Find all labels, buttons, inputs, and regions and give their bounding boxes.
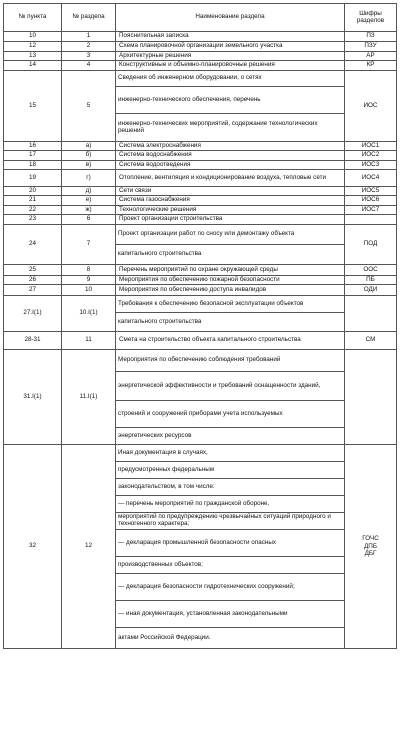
table-row [4, 445, 397, 649]
table-row [4, 285, 397, 296]
table-row [4, 187, 397, 196]
section-number-cell: в) [62, 161, 116, 170]
section-name-cell [116, 285, 345, 296]
point-number-cell: 15 [4, 71, 62, 142]
point-number-cell: 16 [4, 142, 62, 151]
section-name-cell [116, 142, 345, 151]
section-name-cell [116, 350, 345, 445]
section-name-line: Смета на строительство объекта капитального строительства [119, 336, 301, 344]
section-number-cell: 10 [62, 285, 116, 296]
table-row [4, 296, 397, 332]
section-code-cell: ОДИ [345, 285, 397, 296]
section-name-line: — декларация промышленной безопасности опасных [116, 530, 344, 557]
section-code-cell: КР [345, 61, 397, 71]
table-row [4, 225, 397, 265]
table-row [4, 71, 397, 142]
point-number-cell: 22 [4, 206, 62, 215]
section-name-line: инженерно-технических мероприятий, содержание технологических решений [118, 119, 318, 134]
section-name-cell [116, 187, 345, 196]
table-row [4, 52, 397, 61]
section-code-cell: ООС [345, 265, 397, 276]
section-name-cell [116, 52, 345, 61]
section-number-cell: 1 [62, 32, 116, 42]
section-number-cell: 8 [62, 265, 116, 276]
section-code-cell [345, 215, 397, 225]
section-number-cell: б) [62, 151, 116, 161]
table-row [4, 161, 397, 170]
section-name-line: Мероприятия по обеспечению доступа инвалидов [119, 285, 267, 293]
point-number-cell: 19 [4, 170, 62, 187]
section-name-cell [116, 276, 345, 285]
section-name-line: Технологические решения [119, 205, 197, 213]
table-body [4, 32, 397, 649]
section-code-cell: ИОС4 [345, 170, 397, 187]
header-section-codes: Шифры разделов [345, 4, 397, 32]
section-name-line: строений и сооружений приборами учета используемых [116, 401, 344, 428]
section-code-line: ДПБ [364, 542, 377, 550]
section-name-line: производственных объектов; [116, 557, 344, 574]
section-number-cell: 2 [62, 42, 116, 52]
table-row [4, 32, 397, 42]
section-name-line: — иная документация, установленная законодательными [116, 601, 344, 628]
section-number-cell: д) [62, 187, 116, 196]
section-name-line: Мероприятия по обеспечению соблюдения требований [116, 350, 344, 372]
point-number-cell: 31.I(1) [4, 350, 62, 445]
section-name-cell [116, 215, 345, 225]
section-name-cell [116, 71, 345, 142]
section-name-line: Сведения об инженерном оборудовании, о сетях [116, 71, 344, 87]
section-number-cell: а) [62, 142, 116, 151]
section-name-line: мероприятий по предупреждению чрезвычайных ситуаций природного и техногенного характера; [116, 513, 344, 530]
point-number-cell: 17 [4, 151, 62, 161]
section-name-line: энергетической эффективности и требований оснащенности зданий, [116, 372, 344, 401]
section-code-cell [345, 296, 397, 332]
section-name-line: капитального строительства [118, 317, 202, 325]
section-code-cell: СМ [345, 332, 397, 350]
table-row [4, 42, 397, 52]
section-code-cell: ПБ [345, 276, 397, 285]
table-row [4, 170, 397, 187]
section-number-cell: г) [62, 170, 116, 187]
table-row [4, 265, 397, 276]
section-name-line: Пояснительная записка [119, 32, 189, 40]
point-number-cell: 14 [4, 61, 62, 71]
section-number-cell: 4 [62, 61, 116, 71]
point-number-cell: 27 [4, 285, 62, 296]
section-name-line: Архитектурные решения [119, 51, 192, 59]
section-code-cell: ИОС2 [345, 151, 397, 161]
section-name-cell [116, 170, 345, 187]
section-code-cell [345, 350, 397, 445]
section-name-cell [116, 225, 345, 265]
table-row [4, 142, 397, 151]
point-number-cell: 10 [4, 32, 62, 42]
section-code-cell: ИОС6 [345, 196, 397, 206]
section-number-cell: 6 [62, 215, 116, 225]
section-name-line: — перечень мероприятий по гражданской обороне, [116, 496, 344, 513]
header-section-name: Наименование раздела [116, 4, 345, 32]
section-code-cell: ИОС [345, 71, 397, 142]
section-number-cell: е) [62, 196, 116, 206]
point-number-cell: 27.I(1) [4, 296, 62, 332]
section-number-cell: 7 [62, 225, 116, 265]
section-name-cell [116, 42, 345, 52]
table-row [4, 350, 397, 445]
section-name-line: актами Российской Федерации. [118, 633, 211, 641]
section-name-line: — декларация безопасности гидротехнических сооружений; [116, 574, 344, 601]
section-number-cell: 5 [62, 71, 116, 142]
section-number-cell: 11 [62, 332, 116, 350]
section-code-cell [345, 445, 397, 649]
section-code-cell: ИОС7 [345, 206, 397, 215]
section-number-cell: ж) [62, 206, 116, 215]
point-number-cell: 23 [4, 215, 62, 225]
table-row [4, 196, 397, 206]
section-name-line: Схема планировочной организации земельного участка [119, 42, 283, 50]
section-number-cell: 9 [62, 276, 116, 285]
section-name-line: Проект организации работ по сносу или демонтажу объекта [116, 225, 344, 245]
table-row [4, 215, 397, 225]
table-row [4, 276, 397, 285]
sections-table [3, 3, 397, 649]
point-number-cell: 25 [4, 265, 62, 276]
section-code-cell: ИОС1 [345, 142, 397, 151]
section-name-line: Мероприятия по обеспечению пожарной безопасности [119, 275, 280, 283]
section-name-line: Отопление, вентиляция и кондиционирование воздуха, тепловые сети [119, 173, 327, 181]
section-name-cell [116, 296, 345, 332]
section-name-line: Система водоснабжения [119, 151, 192, 159]
point-number-cell: 21 [4, 196, 62, 206]
point-number-cell: 20 [4, 187, 62, 196]
section-code-cell: ИОС5 [345, 187, 397, 196]
section-name-cell [116, 61, 345, 71]
section-number-cell: 3 [62, 52, 116, 61]
section-code-line: ГОЧС [362, 535, 379, 543]
point-number-cell: 12 [4, 42, 62, 52]
point-number-cell: 28-31 [4, 332, 62, 350]
section-name-cell [116, 196, 345, 206]
section-number-cell: 10.I(1) [62, 296, 116, 332]
section-name-line: Проект организации строительства [119, 215, 223, 223]
section-name-cell [116, 332, 345, 350]
section-name-line: предусмотренных федеральным [116, 462, 344, 479]
sections-table-sheet [3, 3, 396, 649]
section-name-cell [116, 445, 345, 649]
section-name-line: Конструктивные и объемно-планировочные решения [119, 61, 275, 69]
section-name-line: Требования к обеспечению безопасной эксплуатации объектов [116, 296, 344, 313]
section-number-cell: 12 [62, 445, 116, 649]
header-row [4, 4, 397, 32]
header-point-no: № пункта [4, 4, 62, 32]
point-number-cell: 18 [4, 161, 62, 170]
section-name-line: Система газоснабжения [119, 196, 190, 204]
table-row [4, 332, 397, 350]
point-number-cell: 24 [4, 225, 62, 265]
section-name-line: инженерно-технического обеспечения, перечень [116, 87, 344, 114]
section-code-cell: АР [345, 52, 397, 61]
section-code-cell: ПОД [345, 225, 397, 265]
section-code-line: ДБГ [364, 550, 377, 558]
table-row [4, 151, 397, 161]
section-name-line: Перечень мероприятий по охране окружающей среды [119, 265, 278, 273]
section-number-cell: 11.I(1) [62, 350, 116, 445]
section-name-line: энергетических ресурсов [118, 431, 192, 439]
section-name-line: Иная документация в случаях, [116, 445, 344, 462]
section-code-cell: ИОС3 [345, 161, 397, 170]
section-name-cell [116, 151, 345, 161]
section-name-cell [116, 161, 345, 170]
section-name-cell [116, 265, 345, 276]
section-name-cell [116, 32, 345, 42]
point-number-cell: 32 [4, 445, 62, 649]
section-name-line: Сети связи [119, 186, 152, 194]
section-name-line: законодательством, в том числе: [116, 479, 344, 496]
point-number-cell: 13 [4, 52, 62, 61]
section-name-line: Система водоотведения [119, 160, 191, 168]
point-number-cell: 26 [4, 276, 62, 285]
section-name-line: Система электроснабжения [119, 141, 201, 149]
section-name-cell [116, 206, 345, 215]
table-row [4, 61, 397, 71]
section-code-cell: ПЗ [345, 32, 397, 42]
section-code-cell: ПЗУ [345, 42, 397, 52]
section-name-line: капитального строительства [118, 250, 202, 258]
header-section-no: № раздела [62, 4, 116, 32]
table-row [4, 206, 397, 215]
